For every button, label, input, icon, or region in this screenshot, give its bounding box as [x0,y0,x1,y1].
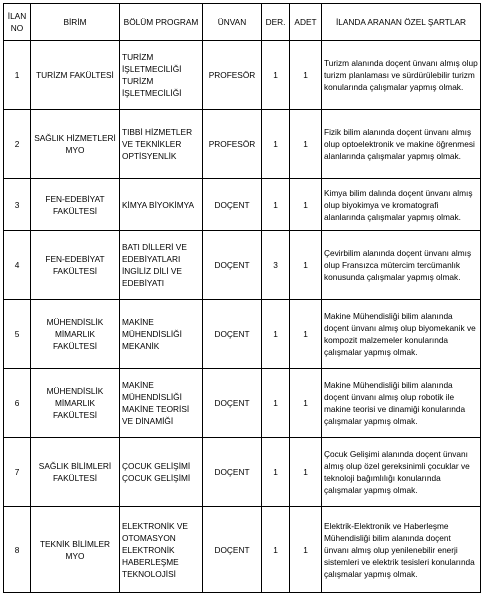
header-birim: BİRİM [31,4,120,41]
adet-cell: 1 [290,41,322,110]
ilan-no-cell: 3 [4,179,31,231]
table-row [4,41,481,110]
bolum-program-cell: KİMYA BİYOKİMYA [120,179,203,231]
header-ilan-no: İLAN NO [4,4,31,41]
sartlar-cell: Çocuk Gelişimi alanında doçent ünvanı almış olup özel gereksinimli çocuklar ve teknoloji bağımlılığı konularında çalışmalar yapmış olmak. [322,438,481,507]
header-sartlar: İLANDA ARANAN ÖZEL ŞARTLAR [322,4,481,41]
adet-cell: 1 [290,110,322,179]
unvan-cell: DOÇENT [203,300,262,369]
adet-cell: 1 [290,438,322,507]
ilan-no-cell: 4 [4,231,31,300]
bolum-program-cell: ELEKTRONİK VE OTOMASYON ELEKTRONİK HABERLEŞME TEKNOLOJİSİ [120,507,203,593]
unvan-cell: PROFESÖR [203,41,262,110]
unvan-cell: DOÇENT [203,179,262,231]
unvan-cell: DOÇENT [203,231,262,300]
header-bolum-program: BÖLÜM PROGRAM [120,4,203,41]
unvan-cell: DOÇENT [203,369,262,438]
unvan-cell: DOÇENT [203,438,262,507]
adet-cell: 1 [290,369,322,438]
header-unvan: ÜNVAN [203,4,262,41]
der-cell: 1 [262,110,290,179]
birim-cell: MÜHENDİSLİK MİMARLIK FAKÜLTESİ [31,300,120,369]
sartlar-cell: Fizik bilim alanında doçent ünvanı almış olup optoelektronik ve makine öğrenmesi alanlarında çalışmalar yapmış olmak. [322,110,481,179]
ilan-no-cell: 1 [4,41,31,110]
sartlar-cell: Elektrik-Elektronik ve Haberleşme Mühendisliği bilim alanında doçent ünvanı almış olup yenilenebilir enerji sistemleri ve elektrik tesisleri konularında çalışmalar yapmış olmak. [322,507,481,593]
unvan-cell: PROFESÖR [203,110,262,179]
adet-cell: 1 [290,300,322,369]
unvan-cell: DOÇENT [203,507,262,593]
table-row [4,110,481,179]
sartlar-cell: Makine Mühendisliği bilim alanında doçent ünvanı almış olup robotik ile makine teorisi ve dinamiği konularında çalışmalar yapmış olmak. [322,369,481,438]
bolum-program-cell: TURİZM İŞLETMECİLİĞİ TURİZM İŞLETMECİLİĞİ [120,41,203,110]
der-cell: 1 [262,369,290,438]
ilan-no-cell: 5 [4,300,31,369]
birim-cell: MÜHENDİSLİK MİMARLIK FAKÜLTESİ [31,369,120,438]
der-cell: 1 [262,507,290,593]
table-row [4,179,481,231]
ilan-no-cell: 8 [4,507,31,593]
sartlar-cell: Makine Mühendisliği bilim alanında doçent ünvanı almış olup biyomekanik ve kompozit malzemeler konularında çalışmalar yapmış olmak. [322,300,481,369]
table-header [4,4,481,41]
adet-cell: 1 [290,507,322,593]
table-row [4,300,481,369]
ilan-no-cell: 2 [4,110,31,179]
birim-cell: TURİZM FAKÜLTESİ [31,41,120,110]
birim-cell: FEN-EDEBİYAT FAKÜLTESİ [31,179,120,231]
bolum-program-cell: MAKİNE MÜHENDİSLİĞİ MEKANİK [120,300,203,369]
sartlar-cell: Turizm alanında doçent ünvanı almış olup turizm planlaması ve sürdürülebilir turizm konularında çalışmalar yapmış olmak. [322,41,481,110]
table-row [4,438,481,507]
bolum-program-cell: BATI DİLLERİ VE EDEBİYATLARI İNGİLİZ DİLİ VE EDEBİYATI [120,231,203,300]
table-row [4,507,481,593]
der-cell: 1 [262,300,290,369]
adet-cell: 1 [290,231,322,300]
birim-cell: TEKNİK BİLİMLER MYO [31,507,120,593]
header-row [4,4,481,41]
birim-cell: SAĞLIK HİZMETLERİ MYO [31,110,120,179]
birim-cell: FEN-EDEBİYAT FAKÜLTESİ [31,231,120,300]
table-row [4,369,481,438]
bolum-program-cell: ÇOCUK GELİŞİMİ ÇOCUK GELİŞİMİ [120,438,203,507]
adet-cell: 1 [290,179,322,231]
der-cell: 1 [262,179,290,231]
header-der: DER. [262,4,290,41]
job-listing-table [3,3,481,593]
der-cell: 3 [262,231,290,300]
bolum-program-cell: MAKİNE MÜHENDİSLİĞİ MAKİNE TEORİSİ VE DİNAMİĞİ [120,369,203,438]
ilan-no-cell: 7 [4,438,31,507]
sartlar-cell: Çevirbilim alanında doçent ünvanı almış olup Fransızca mütercim tercümanlık konusunda çalışmalar yapmış olmak. [322,231,481,300]
sartlar-cell: Kimya bilim dalında doçent ünvanı almış olup biyokimya ve kromatografi alanlarında çalışmalar yapmış olmak. [322,179,481,231]
der-cell: 1 [262,41,290,110]
table-row [4,231,481,300]
ilan-no-cell: 6 [4,369,31,438]
header-adet: ADET [290,4,322,41]
table-body [4,41,481,593]
der-cell: 1 [262,438,290,507]
birim-cell: SAĞLIK BİLİMLERİ FAKÜLTESİ [31,438,120,507]
bolum-program-cell: TIBBİ HİZMETLER VE TEKNİKLER OPTİSYENLİK [120,110,203,179]
